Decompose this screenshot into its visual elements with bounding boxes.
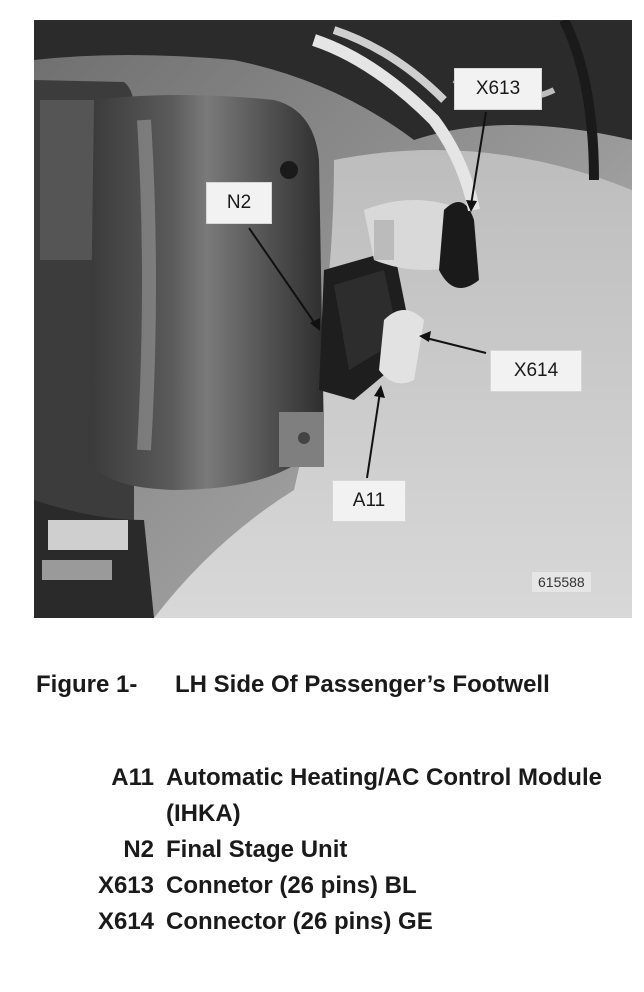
legend-description: Final Stage Unit (166, 836, 348, 863)
callout-n2: N2 (206, 182, 272, 224)
figure-title: LH Side Of Passenger’s Footwell (175, 671, 550, 698)
footwell-photo (34, 20, 632, 618)
callout-a11: A11 (332, 480, 406, 522)
figure-label: Figure 1- (36, 671, 138, 698)
legend-row-a11 (36, 760, 626, 832)
legend-description: Connetor (26 pins) BL (166, 872, 417, 899)
legend-code: X614 (97, 908, 154, 935)
legend-row-n2 (36, 832, 626, 868)
callout-x613: X613 (454, 68, 542, 110)
legend-row-x613 (36, 868, 626, 904)
legend-code: X613 (97, 872, 154, 899)
footwell-photo-illustration (34, 20, 632, 618)
legend (36, 760, 626, 940)
legend-code: A11 (111, 764, 154, 791)
legend-description: Automatic Heating/AC Control Module (IHKA) (166, 764, 602, 827)
photo-id: 615588 (532, 572, 591, 592)
callout-x614: X614 (490, 350, 582, 392)
legend-description: Connector (26 pins) GE (166, 908, 433, 935)
legend-code: N2 (123, 836, 154, 863)
legend-row-x614 (36, 904, 626, 940)
